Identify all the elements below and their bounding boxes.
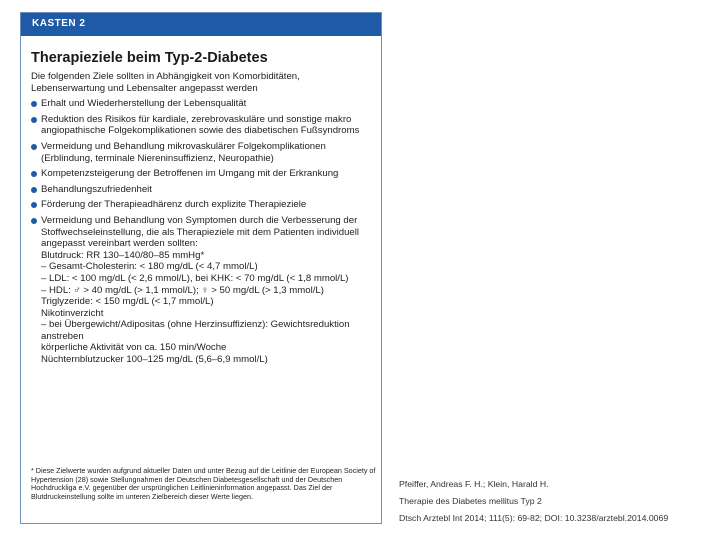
sub-item: – HDL: ♂ > 40 mg/dL (> 1,1 mmol/L); ♀ > 50 mg/dL (> 1,3 mmol/L)	[41, 284, 324, 296]
sub-item: Blutdruck: RR 130–140/80–85 mmHg*	[41, 249, 205, 261]
sub-item: Nikotinverzicht	[41, 307, 104, 319]
citation-title: Therapie des Diabetes mellitus Typ 2	[399, 496, 542, 506]
box-title: Therapieziele beim Typ-2-Diabetes	[31, 50, 268, 66]
sub-item: – LDL: < 100 mg/dL (< 2,6 mmol/L), bei KHK: < 70 mg/dL (< 1,8 mmol/L)	[41, 272, 349, 284]
list-item-text: Reduktion des Risikos für kardiale, zerebrovaskuläre und sonstige makro angiopathische Folgekomplikationen sowie des diabetischen Fußsyndroms	[41, 113, 360, 137]
bullet-icon	[31, 218, 37, 224]
bullet-icon	[31, 171, 37, 177]
list-item	[31, 98, 376, 110]
bullet-icon	[31, 144, 37, 150]
list-item	[31, 114, 376, 137]
list-item-text: Vermeidung und Behandlung von Symptomen durch die Verbesserung der Stoffwechseleinstellung, die als Therapieziele mit dem Patienten individuell angepasst vereinbart werden sollten:	[41, 214, 360, 250]
info-box	[20, 12, 382, 524]
citation	[399, 476, 714, 527]
citation-source: Dtsch Arztebl Int 2014; 111(5): 69-82; DOI: 10.3238/arztebl.2014.0069	[399, 513, 669, 523]
box-header-label: KASTEN 2	[32, 18, 86, 29]
list-item-text: Vermeidung und Behandlung mikrovaskulärer Folgekomplikationen (Erblindung, terminale Niereninsuffizienz, Neuropathie)	[41, 140, 326, 164]
bullet-icon	[31, 117, 37, 123]
sub-item: Triglyzeride: < 150 mg/dL (< 1,7 mmol/L)	[41, 296, 214, 308]
list-item-text: Kompetenzsteigerung der Betroffenen im Umgang mit der Erkrankung	[41, 168, 339, 180]
intro-text: Die folgenden Ziele sollten in Abhängigkeit von Komorbiditäten, Lebenserwartung und Lebensalter angepasst werden	[31, 71, 300, 94]
list-item	[31, 215, 376, 250]
list-item	[31, 168, 376, 180]
bullet-icon	[31, 187, 37, 193]
bullet-icon	[31, 202, 37, 208]
list-item-text: Erhalt und Wiederherstellung der Lebensqualität	[41, 98, 247, 110]
citation-authors: Pfeiffer, Andreas F. H.; Klein, Harald H.	[399, 479, 549, 489]
box-content	[31, 71, 376, 366]
list-item	[31, 199, 376, 211]
sub-item: – Gesamt-Cholesterin: < 180 mg/dL (< 4,7 mmol/L)	[41, 261, 258, 273]
box-header	[21, 13, 381, 36]
sub-item: – bei Übergewicht/Adipositas (ohne Herzinsuffizienz): Gewichtsreduktion anstreben	[41, 319, 350, 342]
footnote: * Diese Zielwerte wurden aufgrund aktueller Daten und unter Bezug auf die Leitlinie der European Society of Hypertension (28) sowie Stellungnahmen der Deutschen Diabetesgesellschaft und der Deutschen Hochdruckliga e.V. gegenüber der ursprünglichen Leitlinieninformation angepasst. Das Ziel der Blutdruckeinstellung sollte im unteren Zielbereich dieser Werte liegen.	[31, 466, 376, 501]
list-item-text: Behandlungszufriedenheit	[41, 183, 152, 195]
sub-item: Nüchternblutzucker 100–125 mg/dL (5,6–6,9 mmol/L)	[41, 354, 268, 366]
bullet-icon	[31, 101, 37, 107]
list-item-text: Förderung der Therapieadhärenz durch explizite Therapieziele	[41, 199, 307, 211]
list-item	[31, 184, 376, 196]
sub-item: körperliche Aktivität von ca. 150 min/Woche	[41, 342, 227, 354]
list-item	[31, 141, 376, 164]
